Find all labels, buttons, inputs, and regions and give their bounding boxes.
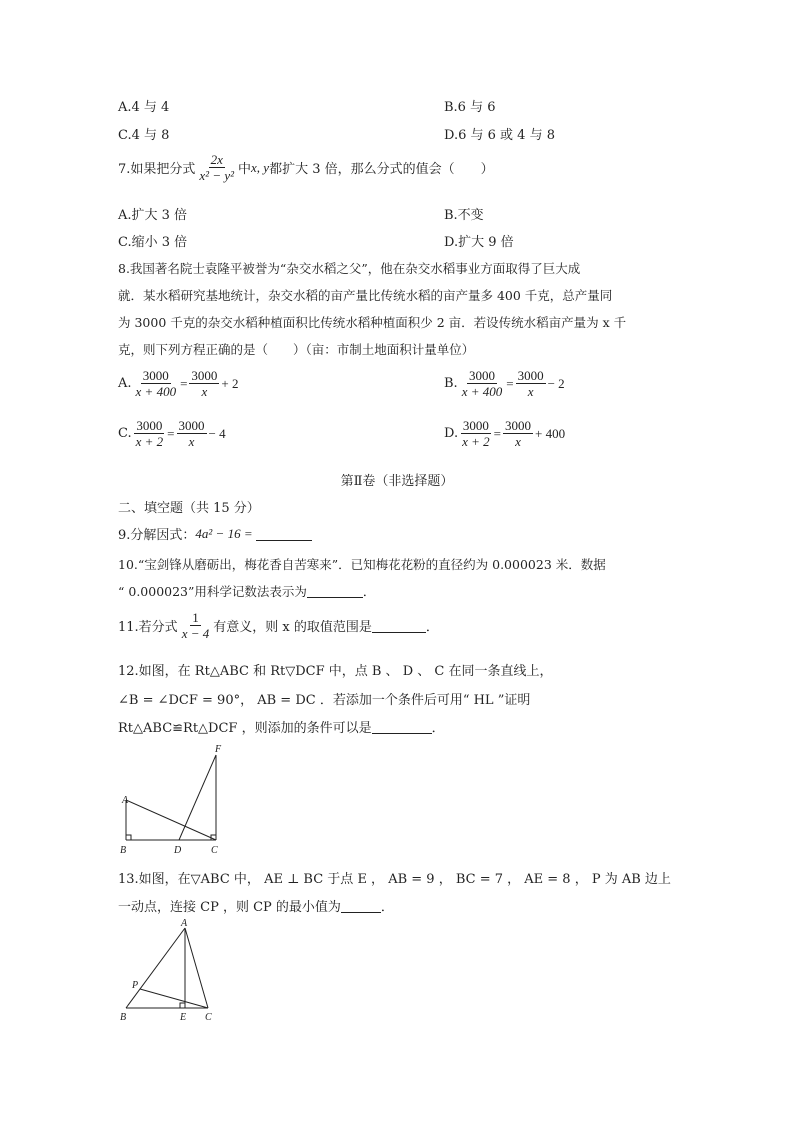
q7-option-d: D.扩大 9 倍 — [444, 235, 514, 250]
q6-option-c: C.4 与 8 — [118, 128, 170, 143]
q8-a-n2: 3000 — [191, 368, 218, 383]
q6-option-d: D.6 与 6 或 4 与 8 — [444, 128, 555, 143]
q12-line3-text: Rt△ABC≌Rt△DCF ，则添加的条件可以是 — [118, 721, 372, 736]
q8-d-n1: 3000 — [462, 418, 489, 433]
q8-d-d2: x — [515, 434, 521, 449]
q10-line2-text: “ 0.000023”用科学记数法表示为 — [118, 584, 307, 599]
q12-answer-blank[interactable] — [372, 720, 432, 734]
q13-figure — [110, 918, 230, 1028]
q8-d-eq: = — [493, 425, 501, 441]
q12-line3-end: ． — [431, 721, 445, 736]
q13-line1: 13.如图，在▽ABC 中， AE ⊥ BC 于点 E ， AB = 9 ， BC = 7 ， AE = 8 ， P 为 AB 边上 — [118, 872, 671, 887]
q11-frac-den: x − 4 — [181, 626, 210, 641]
q7-stem — [118, 152, 494, 183]
q11-fraction — [180, 610, 212, 641]
q8-d-label: D. — [444, 426, 459, 441]
q8-b-n1: 3000 — [468, 368, 495, 383]
segment-pc — [140, 989, 208, 1008]
q12-line1: 12.如图，在 Rt△ABC 和 Rt▽DCF 中，点 B 、 D 、 C 在同一条直线上， — [118, 664, 553, 679]
q8-option-d — [444, 418, 565, 449]
q8-a-frac1 — [134, 368, 179, 399]
q8-b-n2: 3000 — [517, 368, 544, 383]
q10-line1: 10.“宝剑锋从磨砺出，梅花香自苦寒来”．已知梅花花粉的直径约为 0.000023 米．数据 — [118, 557, 606, 572]
q8-d-frac2 — [503, 418, 533, 449]
segment-ac — [126, 800, 216, 840]
right-angle-b — [126, 835, 131, 840]
q8-c-d2: x — [188, 434, 195, 449]
q13-line2-end: ． — [380, 900, 394, 915]
q8-option-c — [118, 418, 226, 449]
fig-label-p: P — [132, 980, 139, 991]
q8-c-frac2 — [177, 418, 207, 449]
fig-label-b: B — [120, 845, 127, 856]
q7-frac-den: x² − y² — [199, 168, 235, 183]
q11-suffix: 有意义，则 x 的取值范围是 — [213, 620, 372, 635]
segment-fd — [179, 755, 216, 840]
fig-label-b: B — [120, 1012, 127, 1023]
q7-vars: x, y — [251, 159, 270, 175]
q7-option-c: C.缩小 3 倍 — [118, 235, 188, 250]
q8-b-eq: = — [506, 375, 514, 391]
q10-line2 — [118, 582, 375, 600]
q11-end: ． — [425, 620, 439, 635]
q8-option-b — [444, 368, 565, 399]
segment-ab — [126, 928, 185, 1008]
q13-line2-text: 一动点，连接 CP ，则 CP 的最小值为 — [118, 900, 341, 915]
q8-a-d2: x — [201, 384, 208, 399]
section-2-heading: 二、填空题（共 15 分） — [118, 501, 260, 516]
q8-a-label: A. — [118, 376, 132, 391]
q7-suffix: 都扩大 3 倍，那么分式的值会（ ） — [269, 162, 494, 177]
q12-figure — [110, 740, 240, 860]
q7-prefix: 7.如果把分式 — [118, 162, 196, 177]
q8-b-frac2 — [516, 368, 546, 399]
q10-line2-end: ． — [362, 584, 376, 599]
fig-label-e: E — [180, 1012, 187, 1023]
right-angle-e — [180, 1003, 185, 1008]
q7-fraction — [197, 152, 236, 183]
q8-line3: 为 3000 千克的杂交水稻种植面积比传统水稻种植面积少 2 亩．若设传统水稻亩产量为 x 千 — [118, 315, 627, 330]
q9-expr: 4a² − 16 = — [195, 525, 253, 541]
q8-c-n1: 3000 — [136, 418, 163, 433]
q8-a-tail: + 2 — [221, 375, 239, 391]
q8-b-tail: − 2 — [547, 375, 565, 391]
q11 — [118, 610, 439, 641]
q8-b-frac1 — [460, 368, 505, 399]
fig-label-f: F — [215, 744, 222, 755]
q7-option-a: A.扩大 3 倍 — [118, 208, 188, 223]
fig-label-a: A — [181, 918, 188, 929]
q8-c-eq: = — [167, 425, 175, 441]
q10-answer-blank[interactable] — [307, 584, 363, 598]
q8-c-n2: 3000 — [178, 418, 205, 433]
q8-c-tail: − 4 — [208, 425, 226, 441]
section-title: 第Ⅱ卷（非选择题） — [340, 474, 454, 489]
q8-d-frac1 — [460, 418, 492, 449]
q11-frac-num: 1 — [192, 610, 199, 625]
fig-label-c: C — [211, 845, 218, 856]
q8-b-d1: x + 400 — [461, 384, 503, 399]
q8-line1: 8.我国著名院士袁隆平被誉为“杂交水稻之父”，他在杂交水稻事业方面取得了巨大成 — [118, 261, 581, 276]
q8-c-d1: x + 2 — [135, 434, 164, 449]
q9-answer-blank[interactable] — [256, 527, 312, 541]
q13-line2 — [118, 896, 394, 915]
q8-a-n1: 3000 — [142, 368, 169, 383]
q8-a-d1: x + 400 — [135, 384, 177, 399]
q8-d-n2: 3000 — [504, 418, 531, 433]
q8-option-a — [118, 368, 239, 399]
q8-c-label: C. — [118, 426, 132, 441]
q8-b-label: B. — [444, 376, 458, 391]
q7-mid: 中 — [238, 162, 252, 177]
q11-answer-blank[interactable] — [372, 619, 426, 633]
q8-d-d1: x + 2 — [462, 434, 490, 449]
q11-prefix: 11.若分式 — [118, 620, 178, 635]
fig-label-a: A — [122, 795, 129, 806]
q6-option-a: A.4 与 4 — [118, 100, 170, 115]
q6-option-b: B.6 与 6 — [444, 100, 496, 115]
q8-line4: 克，则下列方程正确的是（ ）（亩：市制土地面积计量单位） — [118, 342, 475, 357]
q7-frac-num: 2x — [210, 152, 223, 167]
q13-answer-blank[interactable] — [341, 899, 381, 913]
q12-line2: ∠B = ∠DCF = 90°， AB = DC ．若添加一个条件后可用“ HL ”证明 — [118, 693, 531, 708]
fig-label-d: D — [174, 845, 182, 856]
q8-line2: 就．某水稻研究基地统计，杂交水稻的亩产量比传统水稻的亩产量多 400 千克，总产量同 — [118, 288, 613, 303]
q8-c-frac1 — [134, 418, 166, 449]
q12-line3 — [118, 717, 445, 736]
fig-label-c: C — [205, 1012, 212, 1023]
q7-option-b: B.不变 — [444, 208, 484, 223]
q9 — [118, 524, 312, 543]
q8-a-eq: = — [180, 375, 188, 391]
q8-b-d2: x — [527, 384, 534, 399]
segment-ac — [185, 928, 208, 1008]
q8-a-frac2 — [189, 368, 219, 399]
q9-text: 9.分解因式： — [118, 528, 196, 543]
q8-d-tail: + 400 — [534, 425, 566, 441]
